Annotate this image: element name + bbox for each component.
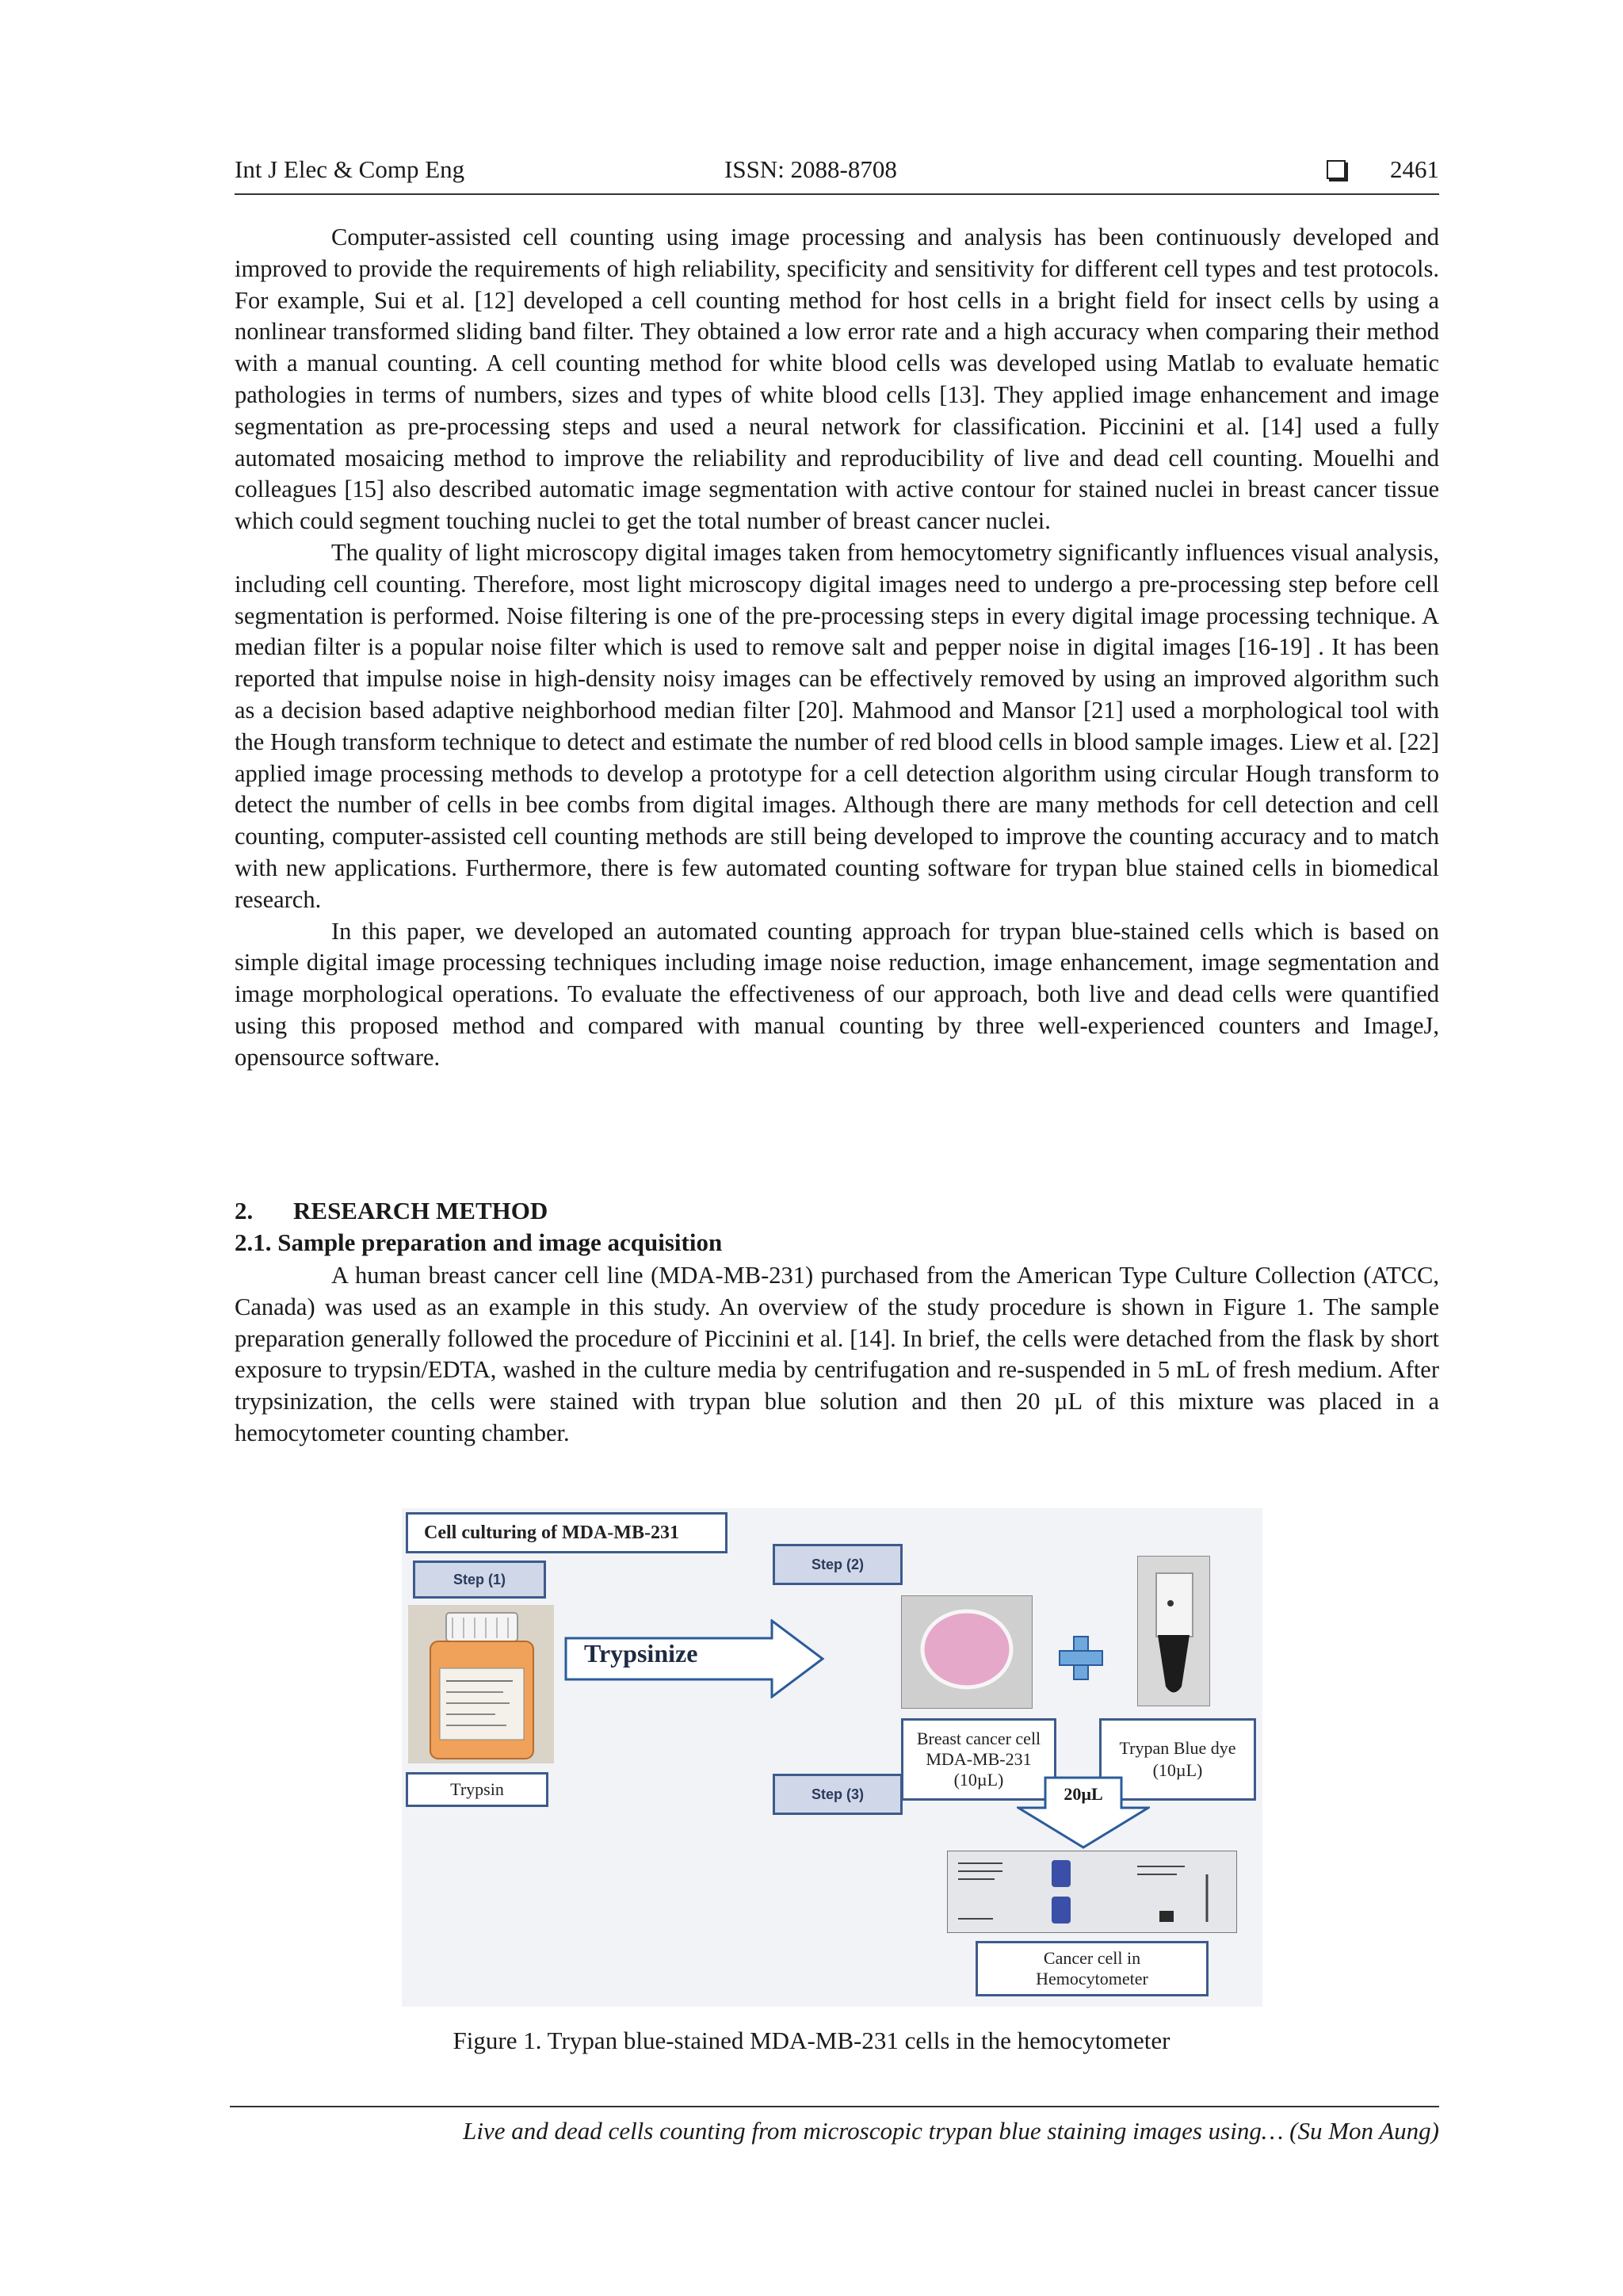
step-2-label: Step (2) bbox=[773, 1544, 903, 1585]
issn-label: ISSN: 2088-8708 bbox=[724, 155, 897, 183]
paragraph: A human breast cancer cell line (MDA-MB-231) purchased from the American Type Culture Collection (ATCC, Canada) was used as an example in this study. An overview of the study procedure is shown in Figure 1. The sample preparation generally followed the procedure of Piccinini et al. [14]. In brief, the cells were detached from the flask by short exposure to trypsin/EDTA, washed in the culture media by centrifugation and re-suspended in 5 mL of fresh medium. After trypsinization, the cells were stained with trypan blue solution and then 20 µL of this mixture was placed in a hemocytometer counting chamber. bbox=[235, 1262, 1439, 1446]
plus-icon bbox=[1058, 1635, 1104, 1681]
subsection-heading: 2.1. Sample preparation and image acquisition bbox=[235, 1228, 723, 1256]
label-line: (10µL) bbox=[1152, 1760, 1203, 1780]
figure-title-box: Cell culturing of MDA-MB-231 bbox=[406, 1512, 727, 1553]
paragraph: Computer-assisted cell counting using image processing and analysis has been continuously developed and improved to provide the requirements of high reliability, specificity and sensitivity for different cell types and test protocols. For example, Sui et al. [12] developed a cell counting method for host cells in a bright field for insect cells by using a nonlinear transformed sliding band filter. They obtained a low error rate and a high accuracy when comparing their method with a manual counting. A cell counting method for white blood cells was developed using Matlab to evaluate hematic pathologies in terms of numbers, sizes and types of white blood cells [13]. They applied image enhancement and image segmentation as pre-processing steps and used a neural network for classification. Piccinini et al. [14] used a fully automated mosaicing method to improve the reliability and reproducibility of live and dead cell counting. Mouelhi and colleagues [15] also described automatic image segmentation with active contour for stained nuclei in breast cancer tissue which could segment touching nuclei to get the total number of breast cancer nuclei. bbox=[235, 223, 1439, 535]
page-header bbox=[235, 155, 1439, 195]
dye-tube-image bbox=[1137, 1556, 1210, 1706]
intro-text bbox=[235, 222, 1439, 1074]
method-text bbox=[235, 1260, 1439, 1450]
label-line: (10µL) bbox=[953, 1770, 1004, 1790]
square-bullet-icon bbox=[1327, 160, 1346, 179]
culture-bottle-image bbox=[408, 1605, 554, 1763]
page-footer bbox=[230, 2106, 1439, 2145]
figure-1 bbox=[402, 1508, 1262, 2007]
label-line: MDA-MB-231 bbox=[926, 1749, 1032, 1769]
paragraph: The quality of light microscopy digital images taken from hemocytometry significantly influences visual analysis, including cell counting. Therefore, most light microscopy digital images need to undergo a pre-processing step before cell segmentation is performed. Noise filtering is one of the pre-processing steps in every digital image processing technique. A median filter is a popular noise filter which is used to remove salt and pepper noise in digital images [16-19] . It has been reported that impulse noise in high-density noisy images can be effectively removed by using an improved algorithm such as a decision based adaptive neighborhood median filter [20]. Mahmood and Mansor [21] used a morphological tool with the Hough transform technique to detect and estimate the number of red blood cells in blood sample images. Liew et al. [22] applied image processing methods to develop a prototype for a cell detection algorithm using circular Hough transform to detect the number of cells in bee combs from digital images. Although there are many methods for cell detection and cell counting, computer-assisted cell counting methods are still being developed to improve the counting accuracy and to match with new applications. Furthermore, there is few automated counting software for trypan blue stained cells in biomedical research. bbox=[235, 538, 1439, 913]
volume-label: 20µL bbox=[1064, 1784, 1103, 1804]
paragraph: In this paper, we developed an automated counting approach for trypan blue-stained cells which is based on simple digital image processing techniques including image noise reduction, image enhancement, image segmentation and image morphological operations. To evaluate the effectiveness of our approach, both live and dead cells were quantified using this proposed method and compared with manual counting by three well-experienced counters and ImageJ, opensource software. bbox=[235, 917, 1439, 1071]
hemocytometer-label bbox=[976, 1941, 1209, 1996]
section-title: RESEARCH METHOD bbox=[293, 1197, 548, 1224]
running-title: Live and dead cells counting from microscopic trypan blue staining images using… (Su Mon Aung) bbox=[463, 2117, 1439, 2145]
figure-caption: Figure 1. Trypan blue-stained MDA-MB-231 cells in the hemocytometer bbox=[453, 2027, 1170, 2054]
trypsinize-label: Trypsinize bbox=[584, 1639, 698, 1668]
step-1-label: Step (1) bbox=[413, 1561, 546, 1599]
step-3-label: Step (3) bbox=[773, 1774, 903, 1815]
page-number: 2461 bbox=[1390, 155, 1439, 183]
label-line: Hemocytometer bbox=[1036, 1969, 1148, 1988]
journal-name: Int J Elec & Comp Eng bbox=[235, 155, 465, 183]
label-line: Trypan Blue dye bbox=[1119, 1738, 1236, 1758]
section-heading bbox=[235, 1197, 548, 1225]
hemocytometer-image bbox=[947, 1851, 1237, 1933]
label-line: Cancer cell in bbox=[1043, 1948, 1141, 1968]
trypsin-label: Trypsin bbox=[406, 1772, 548, 1807]
petri-dish-image bbox=[901, 1595, 1033, 1709]
label-line: Breast cancer cell bbox=[916, 1729, 1041, 1748]
section-number: 2. bbox=[235, 1197, 254, 1224]
